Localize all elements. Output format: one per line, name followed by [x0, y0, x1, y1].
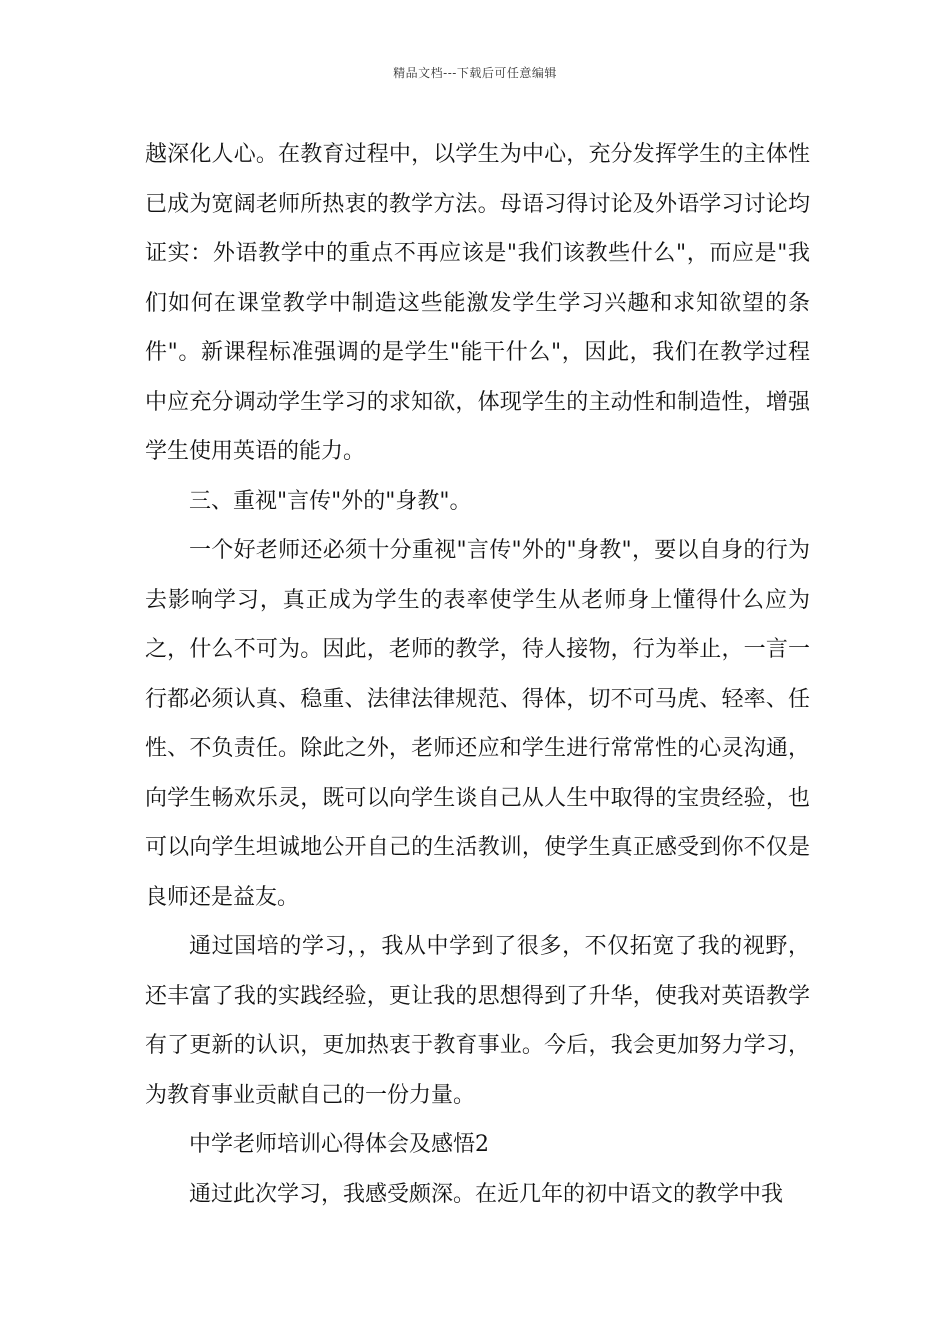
document-body [145, 130, 810, 1219]
paragraph-2: 一个好老师还必须十分重视"言传"外的"身教"，要以自身的行为去影响学习，真正成为学生的表率使学生从老师身上懂得什么应为之，什么不可为。因此，老师的教学，待人接物，行为举止，一言一行都必须认真、稳重、法律法律规范、得体，切不可马虎、轻率、任性、不负责任。除此之外，老师还应和学生进行常常性的心灵沟通，向学生畅欢乐灵，既可以向学生谈自己从人生中取得的宝贵经验，也可以向学生坦诚地公开自己的生活教训，使学生真正感受到你不仅是良师还是益友。 [145, 538, 810, 910]
paragraph-4: 通过此次学习，我感受颇深。在近几年的初中语文的教学中我 [189, 1181, 784, 1207]
page-header: 精品文档---下载后可任意编辑 [393, 66, 557, 80]
paragraph-3: 通过国培的学习，，我从中学到了很多，不仅拓宽了我的视野，还丰富了我的实践经验，更让我的思想得到了升华，使我对英语教学有了更新的认识，更加热衷于教育事业。今后，我会更加努力学习，为教育事业贡献自己的一份力量。 [145, 934, 810, 1108]
section-heading: 三、重视"言传"外的"身教"。 [189, 488, 472, 514]
paragraph-1: 越深化人心。在教育过程中，以学生为中心，充分发挥学生的主体性已成为宽阔老师所热衷的教学方法。母语习得讨论及外语学习讨论均证实：外语教学中的重点不再应该是"我们该教些什么"，而应是"我们如何在课堂教学中制造这些能激发学生学习兴趣和求知欲望的条件"。新课程标准强调的是学生"能干什么"，因此，我们在教学过程中应充分调动学生学习的求知欲，体现学生的主动性和制造性，增强学生使用英语的能力。 [145, 142, 810, 464]
article-title: 中学老师培训心得体会及感悟2 [189, 1132, 489, 1157]
